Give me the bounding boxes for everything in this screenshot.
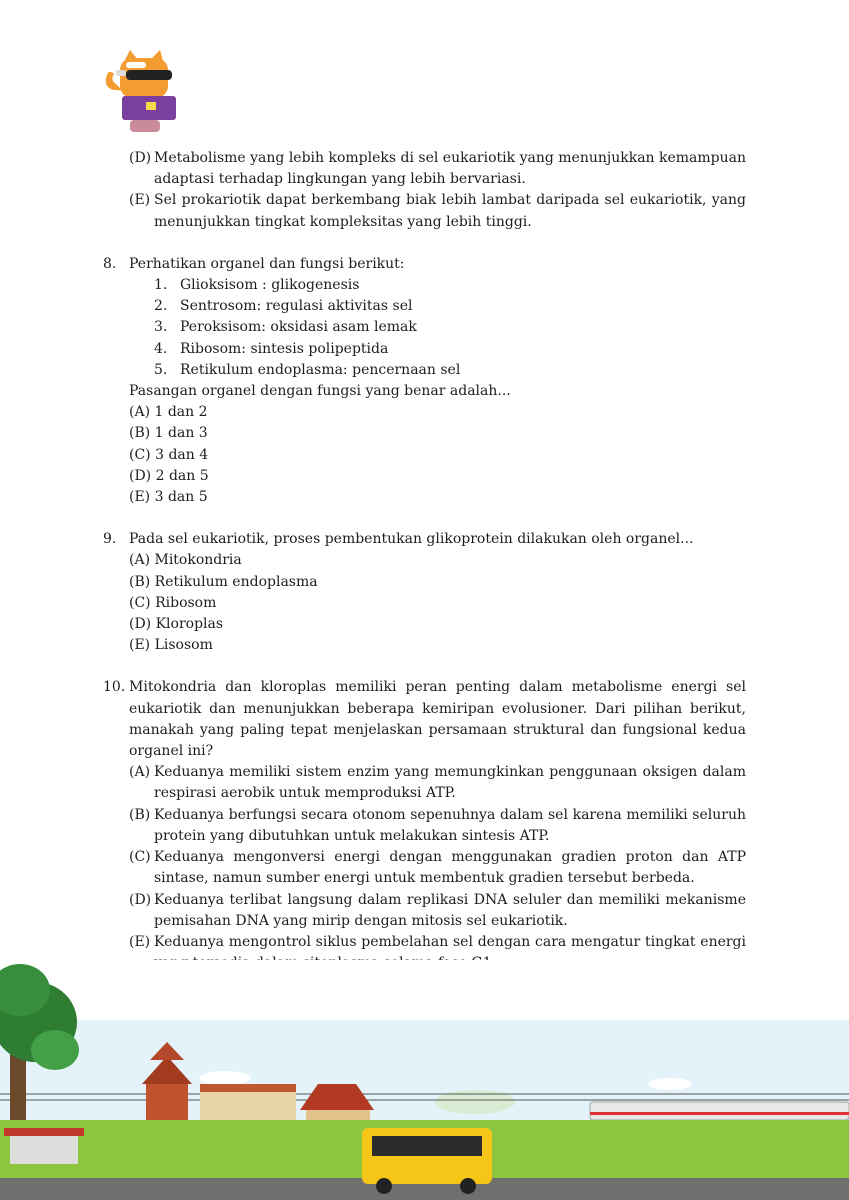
question-number: 9. <box>103 531 117 548</box>
option-text: Keduanya berfungsi secara otonom sepenuhnya dalam sel karena memiliki seluruh protein yang dibutuhkan untuk melakukan sintesis ATP. <box>154 806 746 844</box>
mascot-cat-logo <box>100 48 182 136</box>
cloud <box>199 1071 251 1085</box>
option-label: (D) <box>129 891 152 908</box>
statement-item <box>0 275 849 296</box>
question-stem: Pada sel eukariotik, proses pembentukan glikoprotein dilakukan oleh organel... <box>129 531 694 548</box>
question-stem: Perhatikan organel dan fungsi berikut: <box>129 255 405 272</box>
bus-stop-roof <box>4 1128 84 1136</box>
option-label: (E) <box>129 933 151 950</box>
question-10 <box>0 677 849 762</box>
answer-option-b[interactable] <box>0 805 746 847</box>
answer-option-a[interactable]: (A) 1 dan 2 <box>129 404 208 421</box>
option-text: Keduanya mengontrol siklus pembelahan sel dengan cara mengatur tingkat energi <box>154 933 746 950</box>
option-label: (D) <box>129 150 152 166</box>
question-number: 10. <box>103 679 126 696</box>
option-text: Keduanya memiliki sistem enzim yang memungkinkan penggunaan oksigen dalam respirasi aerobik untuk memproduksi ATP. <box>154 764 746 802</box>
train <box>590 1102 849 1120</box>
answer-option-d[interactable] <box>0 890 746 932</box>
question-number: 8. <box>103 255 117 272</box>
answer-option-e[interactable]: (E) 3 dan 5 <box>129 489 208 506</box>
option-label: (B) <box>129 806 151 823</box>
answer-option-c[interactable]: (C) 3 dan 4 <box>129 446 209 463</box>
statement-item <box>0 296 849 317</box>
option-label: (A) <box>129 764 151 781</box>
option-text: Metabolisme yang lebih kompleks di sel eukariotik yang menunjukkan kemampuan adaptasi terhadap lingkungan yang lebih bervariasi. <box>154 150 747 188</box>
answer-option-e[interactable]: (E) Lisosom <box>129 637 213 654</box>
tower-building <box>146 1080 188 1120</box>
colonial-building <box>200 1090 296 1120</box>
answer-option-b[interactable]: (B) 1 dan 3 <box>129 425 208 442</box>
option-text: Keduanya mengonversi energi dengan menggunakan gradien proton dan ATP sintase, namun sumber energi untuk membentuk gradien tersebut berbeda. <box>154 849 746 887</box>
question-prompt: Pasangan organel dengan fungsi yang benar adalah... <box>129 383 511 400</box>
statement-number: 4. <box>154 340 168 357</box>
question-sheet <box>0 148 849 974</box>
statement-number: 3. <box>154 319 168 336</box>
statement-text: Glioksisom : glikogenesis <box>180 277 360 294</box>
statement-number: 5. <box>154 361 168 378</box>
option-text: Keduanya terlibat langsung dalam replikasi DNA seluler dan memiliki mekanisme pemisahan DNA yang mirip dengan mitosis sel eukariotik. <box>154 891 746 929</box>
statement-item <box>0 339 849 360</box>
statement-text: Retikulum endoplasma: pencernaan sel <box>180 361 461 378</box>
footer-city-illustration <box>0 960 849 1200</box>
statement-item <box>0 360 849 381</box>
option-text: Sel prokariotik dapat berkembang biak lebih lambat daripada sel eukariotik, yang menunjukkan tingkat kompleksitas yang lebih tinggi. <box>154 192 746 230</box>
answer-option-a[interactable] <box>0 762 746 804</box>
statement-number: 2. <box>154 298 168 315</box>
prev-option-e[interactable] <box>0 190 746 232</box>
prev-option-d[interactable] <box>0 148 746 190</box>
question-stem: Mitokondria dan kloroplas memiliki peran penting dalam metabolisme energi sel eukariotik dan menunjukkan beberapa kemiripan evolusioner. Dari pilihan berikut, manakah yang paling tepat menjelaskan persamaan struktural dan fungsional kedua organel ini? <box>129 679 746 760</box>
answer-option-c[interactable]: (C) Ribosom <box>129 594 217 611</box>
statement-item <box>0 317 849 338</box>
answer-option-b[interactable]: (B) Retikulum endoplasma <box>129 573 318 590</box>
answer-option-a[interactable]: (A) Mitokondria <box>129 552 242 569</box>
statement-text: Sentrosom: regulasi aktivitas sel <box>180 298 413 315</box>
statement-text: Peroksisom: oksidasi asam lemak <box>180 319 417 336</box>
cloud <box>648 1078 692 1090</box>
answer-option-d[interactable]: (D) Kloroplas <box>129 616 224 633</box>
answer-option-d[interactable]: (D) 2 dan 5 <box>129 467 209 484</box>
option-label: (E) <box>129 192 151 209</box>
statement-text: Ribosom: sintesis polipeptida <box>180 340 389 357</box>
question-8 <box>0 254 849 275</box>
statement-number: 1. <box>154 277 168 294</box>
question-9 <box>0 529 849 550</box>
answer-option-c[interactable] <box>0 847 746 889</box>
option-label: (C) <box>129 849 151 866</box>
